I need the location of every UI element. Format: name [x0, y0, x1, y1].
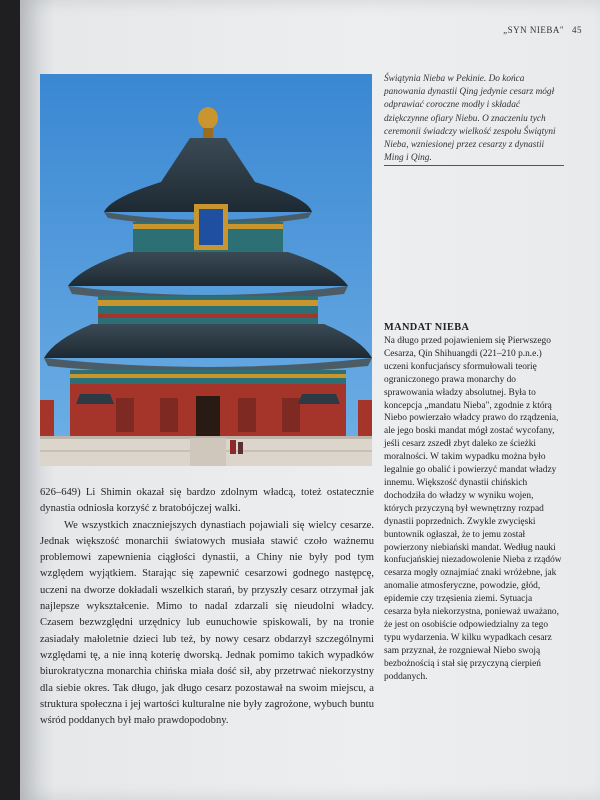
caption-divider — [384, 165, 564, 166]
main-paragraph: We wszystkich znaczniejszych dynastiach pojawiali się wielcy cesarze. Jednak większość monarchii światowych musiała stawić czoło ważnemu problemowi zapewnienia ciągłości dynastii, a Chiny nie były pod tym względem wyjątkiem. Starając się zapewnić cesarzowi godnego następcę, uczeni na dworze dokładali wszelkich starań, by przyszły cesarz otrzymał jak najlepsze wykształcenie. Mimo to nadal zdarzali się nieudolni władcy. Czasem bezwzględni urzędnicy lub eunuchowie spiskowali, by na tronie zasiadały małoletnie dzieci lub też, by nowy cesarz obdarzył szczególnymi względami tę, a nie inną koterię dworską. Jednak pomimo takich wypadków biurokratyczna monarchia chińska miała dość sił, aby przetrwać niekorzystny dla siebie okres. Tak długo, jak długo cesarz pozostawał na swoim miejscu, a struktura społeczna i jej wartości kulturalne nie były zagrożone, wybuch buntu wśród poddanych był mało prawdopodobny. — [40, 519, 374, 727]
running-head — [503, 25, 582, 35]
page-number: 45 — [572, 25, 582, 35]
main-paragraph: 626–649) Li Shimin okazał się bardzo zdolnym władcą, toteż ostatecznie dynastia odniosła korzyść z bratobójczej walki. — [40, 487, 374, 515]
photo-caption: Świątynia Nieba w Pekinie. Do końca panowania dynastii Qing jedynie cesarz mógł odprawiać coroczne modły i składać dziękczynne ofiary Niebu. O znaczeniu tych ceremonii świadczy wielkość zespołu Świątyni Nieba, wzniesionej przez cesarzy z dynastii Ming i Qing. — [384, 74, 556, 164]
main-text — [40, 485, 374, 729]
sidebar-box — [384, 322, 562, 683]
temple-illustration — [40, 74, 372, 466]
sidebar-body: Na długo przed pojawieniem się Pierwszego Cesarza, Qin Shihuangdi (221–210 p.n.e.) uczeni konfucjańscy sformułowali teorię ograniczonego prawa monarchy do sprawowania władzy absolutnej. Była to koncepcja „mandatu Nieba", zgodnie z którą Niebo powierzało władcy prawo do rządzenia, ale jego boski mandat mógł zostać wycofany, jeśli cesarz zszedł zbyt daleko ze ścieżki moralności. W takim wypadku można było legalnie go obalić i powierzyć mandat władzy innemu. Większość dynastii chińskich dochodziła do władzy w wyniku wojen, których przyczyną był wewnętrzny rozpad dynastii poprzednich. Zwykle zwycięski buntownik ogłaszał, że to jemu został powierzony niebiański mandat. Według nauki konfucjańskiej niezadowolenie Nieba z rządów cesarza mogły oznajmiać znaki wróżebne, jak anomalie atmosferyczne, powodzie, głód, epidemie czy trzęsienia ziemi. Sytuacja cesarza była niekorzystna, ponieważ uważano, że jest on osobiście odpowiedzialny za tego typu wydarzenia. W kilku wypadkach cesarz sam przyznał, że rozgniewał Niebo swoją bezbożnością i stał się przyczyną cierpień poddanych. — [384, 336, 562, 682]
sidebar-heading: MANDAT NIEBA — [384, 322, 470, 333]
temple-of-heaven-photo — [40, 74, 372, 466]
running-head-title: „SYN NIEBA" — [503, 25, 564, 35]
book-page — [20, 0, 600, 800]
